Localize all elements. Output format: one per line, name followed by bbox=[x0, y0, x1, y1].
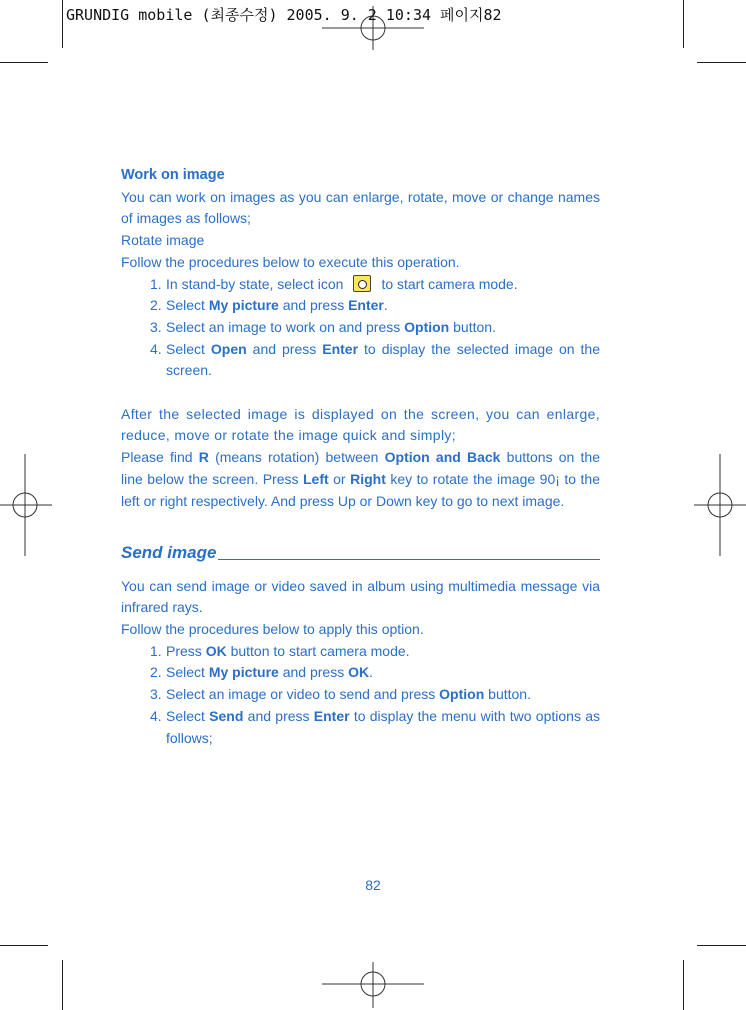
camera-icon bbox=[353, 275, 371, 292]
registration-mark-bottom bbox=[322, 962, 424, 1008]
list-item: 1. In stand-by state, select icon to start camera mode. bbox=[150, 275, 518, 292]
page-content bbox=[121, 165, 600, 749]
paragraph-after: After the selected image is displayed on the screen, you can enlarge, reduce, move or rotate the image quick and simply; bbox=[121, 405, 600, 444]
paragraph-find: Please find R (means rotation) between Option and Back buttons on the line below the screen. Press Left or Right key to rotate the image 90¡ to the left or right respectively. And press Up or Down key to go to next image. bbox=[121, 449, 601, 509]
registration-mark-left bbox=[0, 454, 52, 556]
procedure-lead: Follow the procedures below to apply this option. bbox=[121, 621, 424, 638]
registration-mark-right bbox=[694, 454, 746, 556]
crop-mark bbox=[697, 945, 746, 946]
crop-mark bbox=[683, 0, 684, 48]
list-item: 3. Select an image or video to send and press Option button. bbox=[150, 686, 531, 703]
paragraph-send-intro: You can send image or video saved in album using multimedia message via infrared rays. bbox=[121, 577, 600, 616]
paragraph-intro: You can work on images as you can enlarge, rotate, move or change names of images as follows; bbox=[121, 188, 600, 227]
steps-list bbox=[121, 641, 600, 750]
page-number: 82 bbox=[365, 877, 381, 893]
list-item: 2. Select My picture and press OK. bbox=[150, 664, 373, 681]
procedure-lead: Follow the procedures below to execute this operation. bbox=[121, 253, 460, 270]
crop-mark bbox=[0, 62, 48, 63]
list-item: 2. Select My picture and press Enter. bbox=[150, 297, 388, 314]
list-item: 1. Press OK button to start camera mode. bbox=[150, 642, 410, 659]
steps-list bbox=[121, 274, 600, 383]
section-title-work-on-image: Work on image bbox=[121, 167, 225, 183]
crop-mark bbox=[697, 62, 746, 63]
crop-mark bbox=[0, 945, 48, 946]
print-slug: GRUNDIG mobile (최종수정) 2005. 9. 2 10:34 페이지82 bbox=[66, 6, 502, 24]
crop-mark bbox=[62, 960, 63, 1010]
list-item: 3. Select an image to work on and press Option button. bbox=[150, 318, 496, 335]
list-item: 4. Select Open and press Enter to display the selected image on the screen. bbox=[150, 340, 600, 379]
section-title-send-image: Send image bbox=[121, 542, 600, 564]
crop-mark bbox=[62, 0, 63, 48]
list-item: 4. Select Send and press Enter to display the menu with two options as follows; bbox=[150, 707, 600, 746]
crop-mark bbox=[683, 960, 684, 1010]
subtitle-rotate-image: Rotate image bbox=[121, 232, 205, 249]
